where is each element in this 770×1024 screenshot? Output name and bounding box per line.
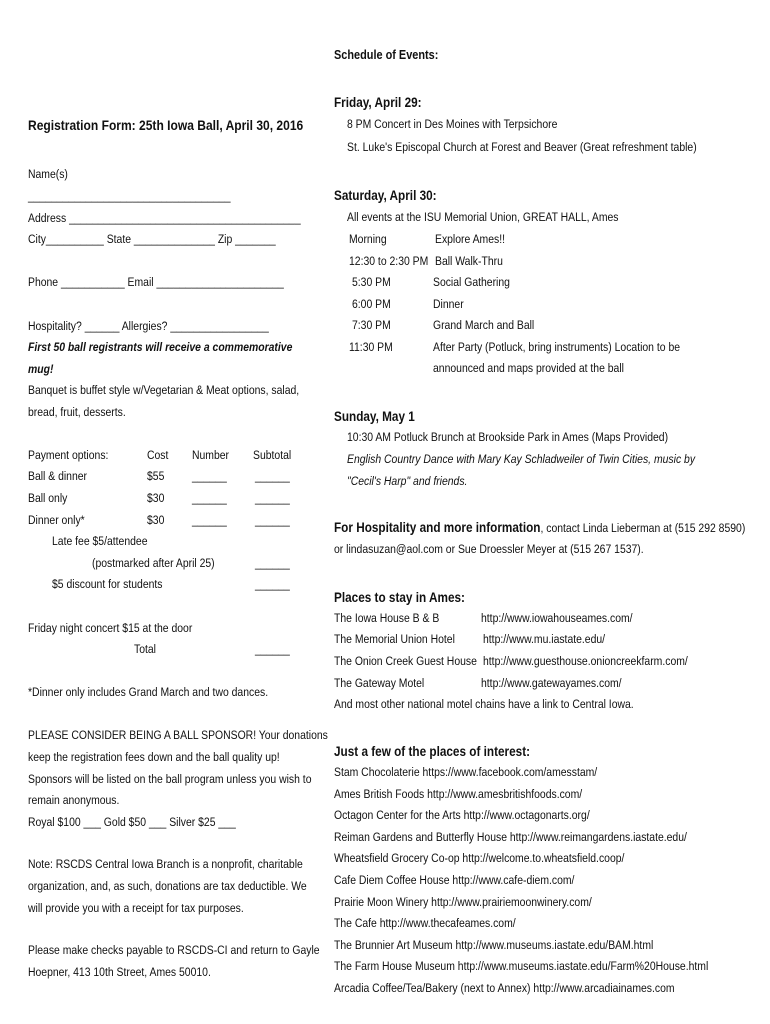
payment-number-field[interactable]: ______ — [192, 469, 227, 483]
friday-title: Friday, April 29: — [334, 94, 422, 110]
late-fee: Late fee $5/attendee — [52, 534, 148, 548]
payment-cost: $30 — [147, 491, 165, 505]
address-field[interactable]: Address ________________________________________ — [28, 211, 301, 225]
event-time: 7:30 PM — [352, 318, 391, 332]
list-item[interactable]: Wheatsfield Grocery Co-op http://welcome.to.wheatsfield.coop/ — [334, 851, 625, 865]
sunday-title: Sunday, May 1 — [334, 408, 415, 424]
payment-header-subtotal: Subtotal — [253, 448, 292, 462]
list-item[interactable]: Stam Chocolaterie https://www.facebook.com/amesstam/ — [334, 765, 598, 779]
checks-line: Please make checks payable to RSCDS-CI and return to Gayle — [28, 943, 320, 957]
list-item[interactable]: Arcadia Coffee/Tea/Bakery (next to Annex) http://www.arcadiainames.com — [334, 981, 675, 995]
payment-cost: $55 — [147, 469, 165, 483]
list-item[interactable]: Octagon Center for the Arts http://www.octagonarts.org/ — [334, 808, 590, 822]
payment-number-field[interactable]: ______ — [192, 491, 227, 505]
sunday-line: English Country Dance with Mary Kay Schladweiler of Twin Cities, music by — [347, 452, 696, 466]
event-time: 5:30 PM — [352, 275, 391, 289]
mug-notice-line1: First 50 ball registrants will receive a commemorative — [28, 340, 293, 354]
hospitality-heading: For Hospitality and more information — [334, 519, 541, 535]
hospitality-info — [334, 520, 745, 534]
list-item[interactable]: Reiman Gardens and Butterfly House http://www.reimangardens.iastate.edu/ — [334, 830, 687, 844]
lodging-link[interactable]: http://www.guesthouse.onioncreekfarm.com/ — [483, 654, 688, 668]
banquet-line2: bread, fruit, desserts. — [28, 405, 126, 419]
list-item[interactable]: The Farm House Museum http://www.museums.iastate.edu/Farm%20House.html — [334, 959, 709, 973]
payment-cost: $30 — [147, 513, 165, 527]
city-state-zip-field[interactable]: City__________ State ______________ Zip _______ — [28, 232, 276, 246]
event-name: After Party (Potluck, bring instruments) Location to be — [433, 340, 681, 354]
payment-label: Dinner only* — [28, 513, 85, 527]
lodging-link[interactable]: http://www.iowahouseames.com/ — [481, 611, 633, 625]
banquet-line1: Banquet is buffet style w/Vegetarian & Meat options, salad, — [28, 383, 300, 397]
interest-title: Just a few of the places of interest: — [334, 743, 531, 759]
late-fee-field[interactable]: ______ — [255, 556, 290, 570]
schedule-heading: Schedule of Events: — [334, 47, 439, 62]
list-item[interactable]: The Cafe http://www.thecafeames.com/ — [334, 916, 516, 930]
note-line: organization, and, as such, donations are tax deductible. We — [28, 879, 307, 893]
places-stay-title: Places to stay in Ames: — [334, 589, 465, 605]
hospitality-contact: , contact Linda Lieberman at (515 292 8590) — [540, 521, 746, 535]
sponsor-levels-field[interactable]: Royal $100 ___ Gold $50 ___ Silver $25 ___ — [28, 815, 236, 829]
sponsor-line: remain anonymous. — [28, 793, 120, 807]
saturday-title: Saturday, April 30: — [334, 187, 437, 203]
student-discount: $5 discount for students — [52, 577, 163, 591]
saturday-intro: All events at the ISU Memorial Union, GREAT HALL, Ames — [347, 210, 619, 224]
payment-header-label: Payment options: — [28, 448, 109, 462]
total-field[interactable]: ______ — [255, 642, 290, 656]
payment-label: Ball & dinner — [28, 469, 88, 483]
form-title: Registration Form: 25th Iowa Ball, April 30, 2016 — [28, 117, 304, 133]
phone-email-field[interactable]: Phone ___________ Email ______________________ — [28, 275, 284, 289]
event-name: Social Gathering — [433, 275, 510, 289]
sponsor-line: PLEASE CONSIDER BEING A BALL SPONSOR! Your donations — [28, 728, 328, 742]
payment-subtotal-field[interactable]: ______ — [255, 491, 290, 505]
payment-label: Ball only — [28, 491, 68, 505]
lodging-link[interactable]: http://www.gatewayames.com/ — [481, 676, 622, 690]
payment-subtotal-field[interactable]: ______ — [255, 513, 290, 527]
event-name: Ball Walk-Thru — [435, 254, 503, 268]
event-time: Morning — [349, 232, 387, 246]
hospitality-allergies-field[interactable]: Hospitality? ______ Allergies? _________________ — [28, 319, 269, 333]
friday-line: 8 PM Concert in Des Moines with Terpsichore — [347, 117, 558, 131]
list-item[interactable]: The Brunnier Art Museum http://www.museums.iastate.edu/BAM.html — [334, 938, 654, 952]
payment-number-field[interactable]: ______ — [192, 513, 227, 527]
friday-line: St. Luke's Episcopal Church at Forest and Beaver (Great refreshment table) — [347, 140, 697, 154]
note-line: Note: RSCDS Central Iowa Branch is a nonprofit, charitable — [28, 857, 303, 871]
dinner-note: *Dinner only includes Grand March and two dances. — [28, 685, 269, 699]
friday-concert-price: Friday night concert $15 at the door — [28, 621, 193, 635]
list-item[interactable]: Cafe Diem Coffee House http://www.cafe-diem.com/ — [334, 873, 575, 887]
name-label: Name(s) — [28, 167, 68, 181]
hospitality-contact-line2: or lindasuzan@aol.com or Sue Droessler Meyer at (515 267 1537). — [334, 542, 644, 556]
sponsor-line: keep the registration fees down and the ball quality up! — [28, 750, 280, 764]
payment-subtotal-field[interactable]: ______ — [255, 469, 290, 483]
lodging-link[interactable]: http://www.mu.iastate.edu/ — [483, 632, 606, 646]
event-name: Explore Ames!! — [435, 232, 505, 246]
lodging-footer: And most other national motel chains have a link to Central Iowa. — [334, 697, 634, 711]
event-name: Grand March and Ball — [433, 318, 535, 332]
event-time: 12:30 to 2:30 PM — [349, 254, 429, 268]
sunday-line: "Cecil's Harp" and friends. — [347, 474, 468, 488]
lodging-name: The Memorial Union Hotel — [334, 632, 455, 646]
payment-header-cost: Cost — [147, 448, 169, 462]
student-discount-field[interactable]: ______ — [255, 577, 290, 591]
event-time: 6:00 PM — [352, 297, 391, 311]
mug-notice-line2: mug! — [28, 362, 54, 376]
postmarked-note: (postmarked after April 25) — [92, 556, 215, 570]
list-item[interactable]: Ames British Foods http://www.amesbritishfoods.com/ — [334, 787, 583, 801]
name-field[interactable]: ___________________________________ — [28, 189, 231, 203]
lodging-name: The Onion Creek Guest House — [334, 654, 477, 668]
event-time: 11:30 PM — [349, 340, 393, 354]
note-line: will provide you with a receipt for tax purposes. — [28, 901, 244, 915]
lodging-name: The Iowa House B & B — [334, 611, 440, 625]
list-item[interactable]: Prairie Moon Winery http://www.prairiemoonwinery.com/ — [334, 895, 592, 909]
event-name: Dinner — [433, 297, 464, 311]
lodging-name: The Gateway Motel — [334, 676, 425, 690]
sponsor-line: Sponsors will be listed on the ball program unless you wish to — [28, 772, 312, 786]
sunday-line: 10:30 AM Potluck Brunch at Brookside Park in Ames (Maps Provided) — [347, 430, 669, 444]
afterparty-continued: announced and maps provided at the ball — [433, 361, 624, 375]
total-label: Total — [134, 642, 156, 656]
checks-line: Hoepner, 413 10th Street, Ames 50010. — [28, 965, 211, 979]
payment-header-number: Number — [192, 448, 230, 462]
